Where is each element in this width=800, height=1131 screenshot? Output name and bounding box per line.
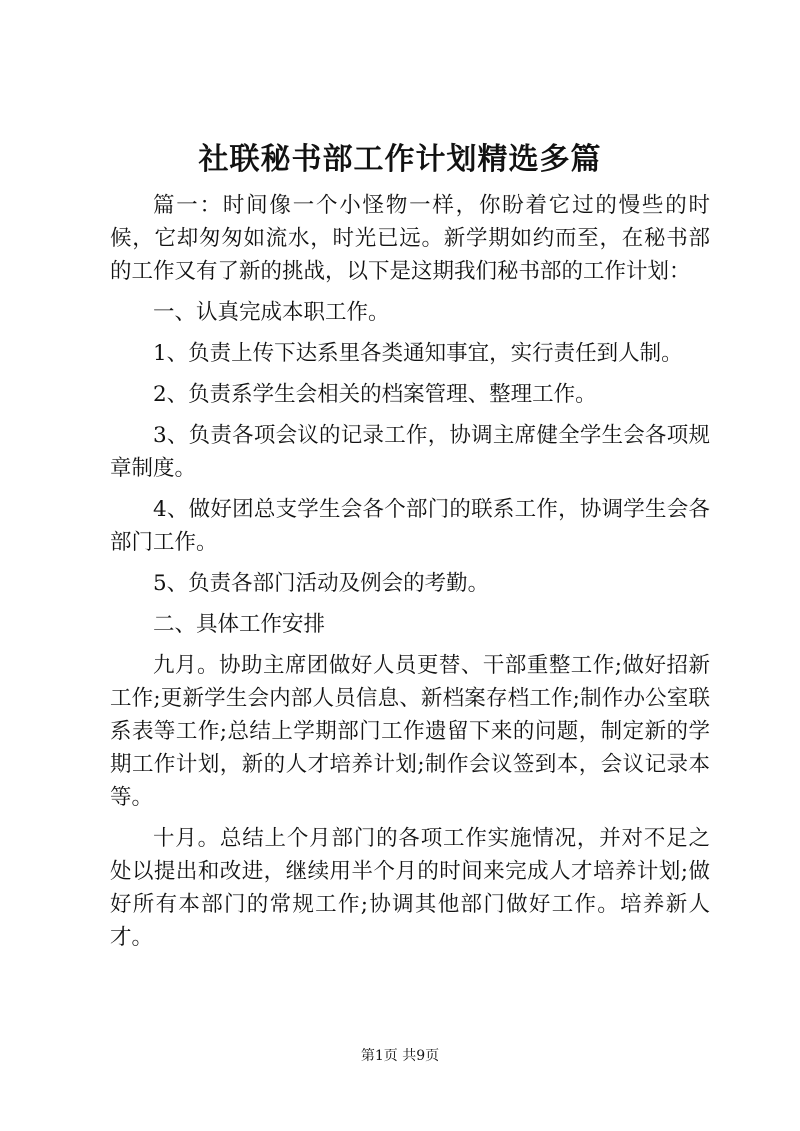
paragraph: 一、认真完成本职工作。: [153, 300, 390, 325]
paragraph: 4、做好团总支学生会各个部门的联系工作，协调学生会各部门工作。: [110, 497, 710, 555]
document-body: [110, 189, 710, 962]
paragraph: 九月。协助主席团做好人员更替、干部重整工作;做好招新工作;更新学生会内部人员信息、新档案存档工作;制作办公室联系表等工作;总结上学期部门工作遗留下来的问题，制定新的学期工作计划，新的人才培养计划;制作会议签到本，会议记录本等。: [110, 653, 710, 810]
document-title: 社联秘书部工作计划精选多篇: [198, 142, 602, 177]
paragraph: 十月。总结上个月部门的各项工作实施情况，并对不足之处以提出和改进，继续用半个月的时间来完成人才培养计划;做好所有本部门的常规工作;协调其他部门做好工作。培养新人才。: [110, 826, 710, 950]
paragraph: 5、负责各部门活动及例会的考勤。: [153, 571, 490, 596]
page-number-footer: 第1页 共9页: [360, 1048, 440, 1064]
paragraph: 1、负责上传下达系里各类通知事宜，实行责任到人制。: [153, 341, 683, 366]
paragraph: 2、负责系学生会相关的档案管理、整理工作。: [153, 382, 597, 407]
paragraph: 3、负责各项会议的记录工作，协调主席健全学生会各项规章制度。: [110, 423, 710, 481]
paragraph: 篇一：时间像一个小怪物一样，你盼着它过的慢些的时候，它却匆匆如流水，时光已远。新学期如约而至，在秘书部的工作又有了新的挑战，以下是这期我们秘书部的工作计划：: [110, 193, 710, 284]
paragraph: 二、具体工作安排: [153, 612, 326, 637]
